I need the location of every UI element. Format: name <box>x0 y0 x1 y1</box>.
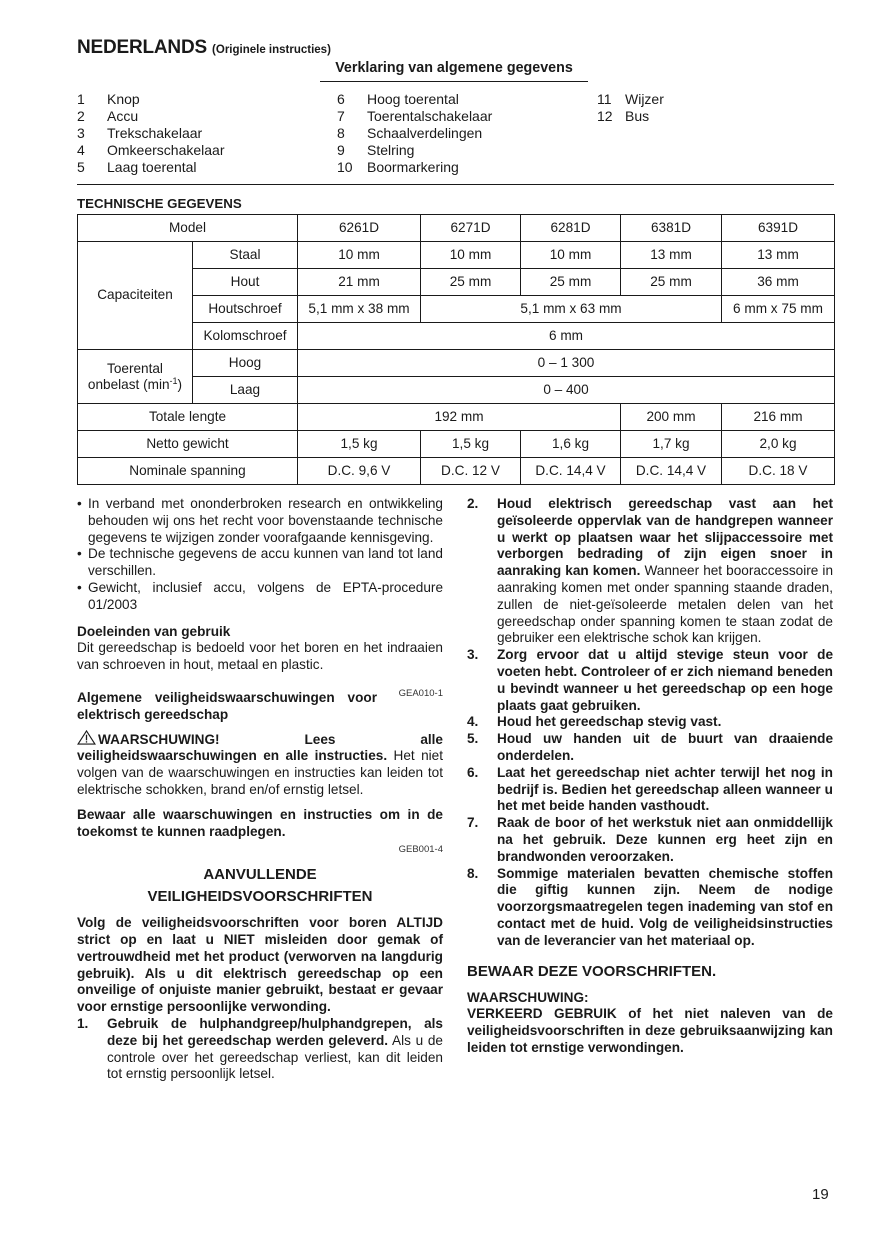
model-cell: 6271D <box>421 215 521 242</box>
legend-label: Omkeerschakelaar <box>107 142 225 158</box>
item-number: 3. <box>467 647 479 663</box>
speed-label-line1: Toerental <box>107 360 163 376</box>
table-cell: D.C. 12 V <box>421 458 521 485</box>
item-normal: Wanneer het booraccessoire in aanraking komen met onder spanning staande draden, zullen de niet-geïsoleerde metalen delen van het gereedschap onder spanning komen te staan zodat de gebruiker een elektrische schok kan krijgen. <box>497 563 833 646</box>
table-cell: 10 mm <box>521 242 621 269</box>
legend-item <box>77 108 225 125</box>
legend-item <box>77 159 225 176</box>
legend-label: Knop <box>107 91 140 107</box>
legend-num: 9 <box>337 142 345 158</box>
safety-item <box>467 815 833 865</box>
legend-item <box>77 91 225 108</box>
item-number: 2. <box>467 496 479 511</box>
additional-safety-heading-1: AANVULLENDE <box>203 866 317 884</box>
item-number: 6. <box>467 764 479 780</box>
divider <box>77 184 834 185</box>
item-text: Houd het gereedschap stevig vast. <box>497 714 722 730</box>
legend-label: Toerentalschakelaar <box>367 108 493 124</box>
safety-item <box>467 866 833 950</box>
item-bold: Houd elektrisch gereedschap vast aan het geïsoleerde oppervlak van de handgrepen wanneer u werkt op plaatsen waar het slijpaccessoire met verborgen bedrading of zijn eigen snoer in aanraking kan komen. <box>497 496 833 579</box>
capacity-label: Capaciteiten <box>78 242 193 350</box>
note-text: Gewicht, inclusief accu, volgens de EPTA-procedure 01/2003 <box>88 579 443 612</box>
table-cell: 6 mm x 75 mm <box>722 296 835 323</box>
legend-num: 5 <box>77 159 85 175</box>
table-cell: D.C. 14,4 V <box>521 458 621 485</box>
left-column <box>77 496 443 1083</box>
table-row <box>78 458 835 485</box>
intended-use-heading: Doeleinden van gebruik <box>77 623 231 639</box>
table-cell: 25 mm <box>421 269 521 296</box>
note-text: In verband met ononderbroken research en ontwikkeling behouden wij ons het recht voor bovenstaande technische gegevens te wijzigen zonder voorafgaande kennisgeving. <box>88 496 443 545</box>
legend-num: 12 <box>597 108 613 124</box>
item-text <box>497 496 833 647</box>
table-cell: 200 mm <box>621 404 722 431</box>
table-cell: 1,6 kg <box>521 431 621 458</box>
legend-num: 11 <box>597 91 612 107</box>
keep-instructions-heading: BEWAAR DEZE VOORSCHRIFTEN. <box>467 962 717 980</box>
table-row <box>78 404 835 431</box>
length-label: Totale lengte <box>78 404 298 431</box>
parts-legend-col-1 <box>77 91 225 176</box>
legend-label: Trekschakelaar <box>107 125 203 141</box>
parts-legend-col-3 <box>597 91 664 125</box>
table-cell: 36 mm <box>722 269 835 296</box>
general-safety-header <box>77 686 443 724</box>
warning-text: Het niet volgen van de waarschuwingen en instructies kan leiden tot elektrische schokken, brand en/of ernstig letsel. <box>77 748 444 797</box>
table-cell: 10 mm <box>421 242 521 269</box>
legend-item <box>337 142 492 159</box>
model-label: Model <box>78 215 298 242</box>
safety-item <box>467 496 833 647</box>
general-warning <box>77 730 443 799</box>
table-cell: 1,5 kg <box>421 431 521 458</box>
legend-item <box>77 142 225 159</box>
bullet-icon: • <box>77 496 82 511</box>
legend-label: Stelring <box>367 142 415 158</box>
page-title <box>77 37 331 61</box>
warning-triangle-icon <box>77 730 96 745</box>
right-column <box>467 496 833 1057</box>
note-item <box>77 546 443 580</box>
warning-text: VERKEERD GEBRUIK of het niet naleven van de veiligheidsvoorschriften in deze gebruiksaanwijzing kan leiden tot ernstige verwondingen. <box>467 1006 833 1055</box>
item-text: Houd uw handen uit de buurt van draaiende onderdelen. <box>497 731 833 763</box>
safety-item <box>77 1016 443 1083</box>
item-number: 4. <box>467 714 479 730</box>
item-bold: Gebruik de hulphandgreep/hulphandgrepen, als deze bij het gereedschap werden geleverd. <box>107 1015 443 1048</box>
legend-label: Accu <box>107 108 139 124</box>
safety-item <box>467 647 833 714</box>
laag-label: Laag <box>193 377 298 404</box>
table-row <box>78 350 835 377</box>
legend-num: 6 <box>337 91 345 107</box>
legend-item <box>597 91 664 108</box>
table-cell: 13 mm <box>621 242 722 269</box>
table-row <box>78 242 835 269</box>
model-cell: 6261D <box>298 215 421 242</box>
table-cell: D.C. 14,4 V <box>621 458 722 485</box>
table-cell: 0 – 400 <box>298 377 835 404</box>
table-row <box>78 215 835 242</box>
legend-num: 1 <box>77 91 85 107</box>
legend-num: 7 <box>337 108 345 124</box>
table-cell: 1,5 kg <box>298 431 421 458</box>
table-cell: 0 – 1 300 <box>298 350 835 377</box>
legend-item <box>337 108 492 125</box>
general-safety-heading: Algemene veiligheidswaarschuwingen voor elektrisch gereedschap <box>77 689 377 722</box>
table-cell: 25 mm <box>521 269 621 296</box>
legend-num: 2 <box>77 108 85 124</box>
legend-item <box>77 125 225 142</box>
bullet-icon: • <box>77 579 82 595</box>
note-item <box>77 496 443 546</box>
additional-safety-intro: Volg de veiligheidsvoorschriften voor boren ALTIJD strict op en laat u NIET misleiden door gemak of vertrouwdheid met het product (verworven na langdurig gebruik). Als u dit elektrisch gereedschap op een onveilige of onjuiste manier gebruikt, bestaat er gevaar voor ernstige persoonlijke verwonding. <box>77 915 443 1015</box>
table-cell: 1,7 kg <box>621 431 722 458</box>
note-text: De technische gegevens de accu kunnen van land tot land verschillen. <box>88 546 443 579</box>
specs-title: TECHNISCHE GEGEVENS <box>77 196 242 211</box>
model-cell: 6391D <box>722 215 835 242</box>
model-cell: 6381D <box>621 215 722 242</box>
legend-item <box>337 159 492 176</box>
warning-label: WAARSCHUWING: <box>467 989 589 1005</box>
table-row <box>78 431 835 458</box>
item-number: 7. <box>467 815 479 831</box>
subtitle: (Originele instructies) <box>212 44 331 56</box>
legend-label: Hoog toerental <box>367 91 459 107</box>
language-label: NEDERLANDS <box>77 37 207 58</box>
item-text <box>107 1016 443 1083</box>
model-cell: 6281D <box>521 215 621 242</box>
parts-legend-col-2 <box>337 91 492 176</box>
safety-item <box>467 765 833 815</box>
legend-heading: Verklaring van algemene gegevens <box>320 58 588 82</box>
weight-label: Netto gewicht <box>78 431 298 458</box>
keep-instructions: Bewaar alle waarschuwingen en instructies om in de toekomst te kunnen raadplegen. <box>77 806 443 839</box>
safety-item <box>467 731 833 765</box>
legend-item <box>597 108 664 125</box>
table-cell: 216 mm <box>722 404 835 431</box>
item-text: Raak de boor of het werkstuk niet aan onmiddellijk na het gebruik. Deze kunnen erg heet zijn en brandwonden veroorzaken. <box>497 815 833 864</box>
hoog-label: Hoog <box>193 350 298 377</box>
table-cell: 5,1 mm x 63 mm <box>421 296 722 323</box>
safety-item <box>467 714 833 731</box>
legend-num: 8 <box>337 125 345 141</box>
voltage-label: Nominale spanning <box>78 458 298 485</box>
table-cell: 192 mm <box>298 404 621 431</box>
doc-code: GEA010-1 <box>398 687 443 699</box>
legend-label: Schaalverdelingen <box>367 125 483 141</box>
intended-use-text: Dit gereedschap is bedoeld voor het boren en het indraaien van schroeven in hout, metaal en plastic. <box>77 640 443 673</box>
table-cell: 5,1 mm x 38 mm <box>298 296 421 323</box>
table-cell: 10 mm <box>298 242 421 269</box>
table-cell: D.C. 18 V <box>722 458 835 485</box>
table-cell: 25 mm <box>621 269 722 296</box>
speed-label-close: ) <box>177 376 183 392</box>
table-cell: 2,0 kg <box>722 431 835 458</box>
hout-label: Hout <box>193 269 298 296</box>
legend-label: Laag toerental <box>107 159 197 175</box>
bullet-icon: • <box>77 546 82 562</box>
legend-label: Boormarkering <box>367 159 459 175</box>
table-cell: 21 mm <box>298 269 421 296</box>
speed-label-line2: onbelast (min <box>87 376 170 392</box>
item-number: 1. <box>77 1015 89 1031</box>
legend-num: 4 <box>77 142 85 158</box>
additional-safety-heading-2: VEILIGHEIDSVOORSCHRIFTEN <box>147 888 373 906</box>
table-cell: D.C. 9,6 V <box>298 458 421 485</box>
table-cell: 13 mm <box>722 242 835 269</box>
item-number: 8. <box>467 865 479 881</box>
item-normal: Als u de controle over het gereedschap verliest, kan dit leiden tot ernstig persoonlijk letsel. <box>107 1032 443 1082</box>
specs-table <box>77 214 835 485</box>
page-number: 19 <box>812 1186 829 1203</box>
legend-num: 3 <box>77 125 85 141</box>
item-text: Sommige materialen bevatten chemische stoffen die giftig kunnen zijn. Neem de nodige voorzorgsmaatregelen tegen inademing van stof en contact met de huid. Volg de veiligheidsinstructies van de leverancier van het materiaal op. <box>497 865 833 948</box>
legend-label: Wijzer <box>625 91 664 107</box>
item-text: Laat het gereedschap niet achter terwijl het nog in bedrijf is. Bedien het gereedschap alleen wanneer u het met beide handen vasthoudt. <box>497 764 833 814</box>
legend-label: Bus <box>625 108 650 124</box>
speed-label <box>78 350 193 404</box>
item-text: Zorg ervoor dat u altijd stevige steun voor de voeten hebt. Controleer of er zich niemand beneden u bevindt wanneer u het gereedschap op een hoge plaats gaat gebruiken. <box>497 647 833 713</box>
table-cell: 6 mm <box>298 323 835 350</box>
legend-item <box>337 125 492 142</box>
staal-label: Staal <box>193 242 298 269</box>
houtschroef-label: Houtschroef <box>193 296 298 323</box>
note-item <box>77 580 443 614</box>
legend-num: 10 <box>337 159 353 175</box>
speed-label-sup: -1 <box>169 375 178 386</box>
kolomschroef-label: Kolomschroef <box>193 323 298 350</box>
legend-item <box>337 91 492 108</box>
warning-bold-text: WAARSCHUWING! Lees alle veiligheidswaarschuwingen en alle instructies. <box>77 731 443 764</box>
item-number: 5. <box>467 731 479 747</box>
doc-code-2: GEB001-4 <box>398 844 443 856</box>
